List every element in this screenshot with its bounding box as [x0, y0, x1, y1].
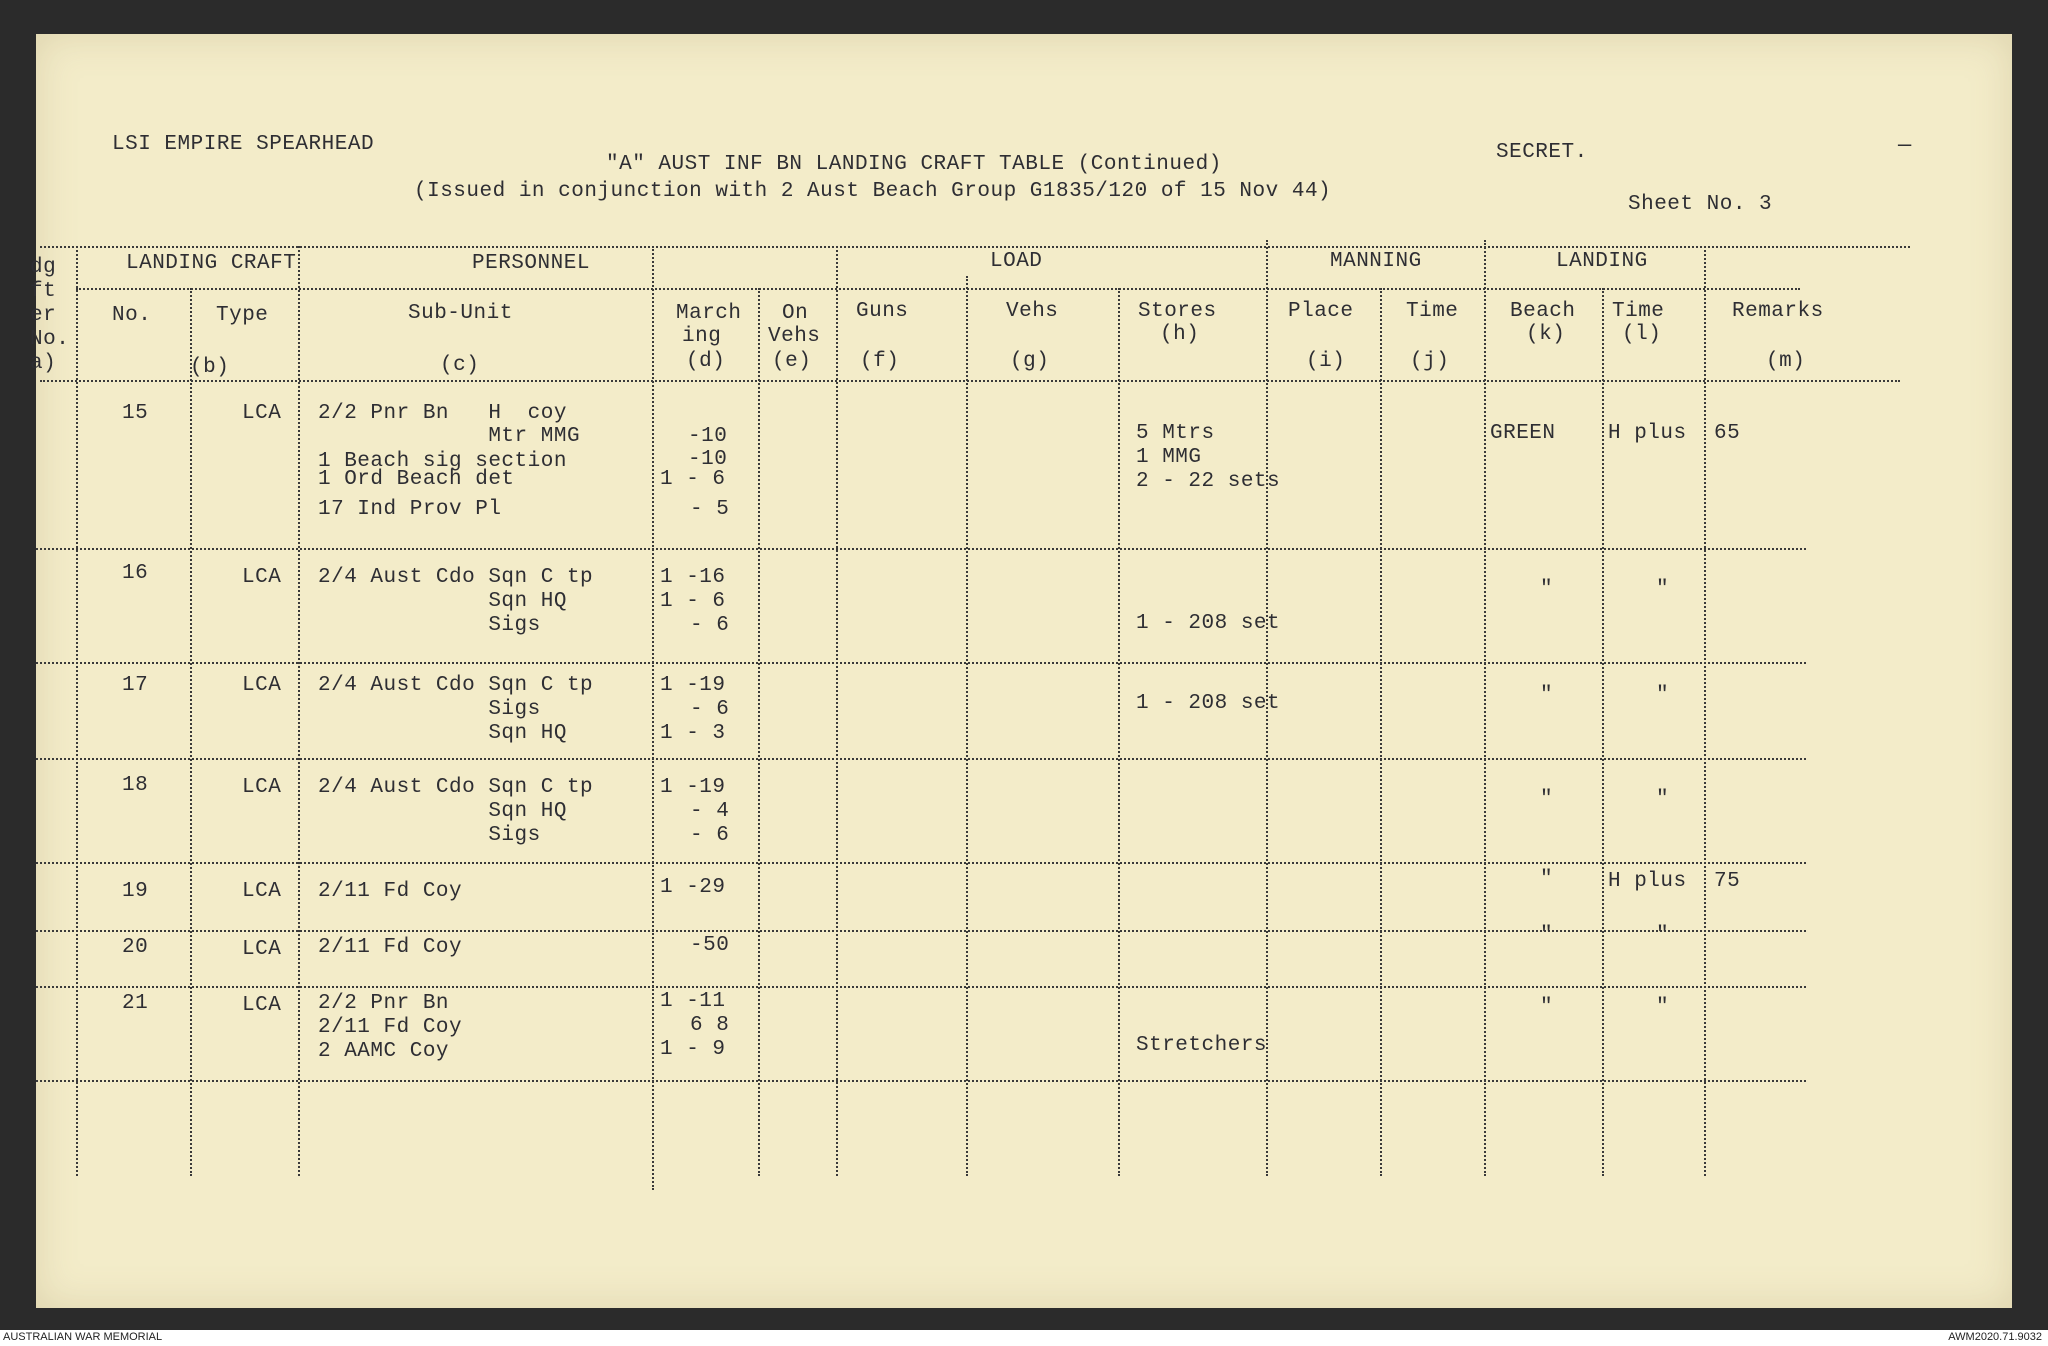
row-15-march-3: 1 - 6 — [660, 468, 726, 491]
row-15-stores-1: 5 Mtrs — [1136, 422, 1215, 445]
row-21-sub-2: 2/11 Fd Coy — [318, 1016, 463, 1039]
row-17-sub-3: Sqn HQ — [318, 722, 567, 745]
serial-header-1: dg — [30, 256, 57, 279]
row-20-no: 20 — [122, 936, 149, 959]
row-15-remarks: 65 — [1714, 422, 1741, 445]
row-17-sub-1: 2/4 Aust Cdo Sqn C tp — [318, 674, 594, 697]
row-19-beach: " — [1540, 868, 1554, 891]
row-21-time: " — [1656, 996, 1670, 1019]
group-landing: LANDING — [1556, 250, 1648, 273]
header-stores: Stores — [1138, 300, 1217, 323]
row-16-sub-2: Sqn HQ — [318, 590, 567, 613]
header-remarks-letter: (m) — [1766, 350, 1806, 373]
header-onvehs-1: On — [782, 302, 809, 325]
header-beach: Beach — [1510, 300, 1576, 323]
header-time-l-letter: (l) — [1622, 323, 1662, 346]
document-subtitle: (Issued in conjunction with 2 Aust Beach Group G1835/120 of 15 Nov 44) — [414, 180, 1332, 203]
header-subunit: Sub-Unit — [408, 302, 513, 325]
row-18-time: " — [1656, 788, 1670, 811]
serial-header-5: a) — [30, 352, 57, 375]
grid-horizontal-line — [36, 758, 1806, 760]
row-15-stores-2: 1 MMG — [1136, 446, 1202, 469]
row-15-beach: GREEN — [1490, 422, 1556, 445]
row-20-sub-1: 2/11 Fd Coy — [318, 936, 463, 959]
grid-vertical-line — [1704, 246, 1706, 1176]
grid-horizontal-line — [36, 548, 1806, 550]
row-15-sub-1: 2/2 Pnr Bn H coy — [318, 402, 567, 425]
row-18-no: 18 — [122, 774, 149, 797]
header-time-l: Time — [1612, 300, 1665, 323]
header-remarks: Remarks — [1732, 300, 1824, 323]
row-21-stores-1: Stretchers — [1136, 1034, 1268, 1057]
header-place: Place — [1288, 300, 1354, 323]
row-18-march-1: 1 -19 — [660, 776, 726, 799]
document-sheet — [36, 34, 2012, 1308]
header-marching-1: March — [676, 302, 742, 325]
header-vehs-letter: (g) — [1010, 350, 1050, 373]
row-17-stores-1: 1 - 208 set — [1136, 692, 1281, 715]
classification-label: SECRET. — [1496, 141, 1588, 164]
row-15-sub-2: Mtr MMG — [318, 425, 581, 448]
row-19-no: 19 — [122, 880, 149, 903]
row-21-no: 21 — [122, 992, 149, 1015]
header-marching-2: ing — [682, 325, 722, 348]
header-guns-letter: (f) — [860, 350, 900, 373]
row-21-beach: " — [1540, 996, 1554, 1019]
row-15-march-2: -10 — [688, 448, 728, 471]
header-marching-3: (d) — [686, 350, 726, 373]
grid-horizontal-line — [40, 380, 1900, 382]
grid-vertical-line — [1118, 288, 1120, 1176]
header-vehs: Vehs — [1006, 300, 1059, 323]
row-19-time: H plus — [1608, 870, 1687, 893]
sheet-number: Sheet No. 3 — [1628, 193, 1773, 216]
row-16-beach: " — [1540, 578, 1554, 601]
row-17-beach: " — [1540, 684, 1554, 707]
row-19-sub-1: 2/11 Fd Coy — [318, 880, 463, 903]
row-17-sub-2: Sigs — [318, 698, 541, 721]
row-17-no: 17 — [122, 674, 149, 697]
row-18-march-3: - 6 — [690, 824, 730, 847]
group-manning: MANNING — [1330, 250, 1422, 273]
grid-horizontal-line — [76, 288, 1800, 290]
grid-vertical-line — [1602, 288, 1604, 1176]
header-no: No. — [112, 304, 152, 327]
row-17-type: LCA — [242, 674, 282, 697]
row-21-march-1: 1 -11 — [660, 990, 726, 1013]
pen-mark: — — [1898, 133, 1912, 158]
row-15-march-4: - 5 — [690, 498, 730, 521]
row-16-march-2: 1 - 6 — [660, 590, 726, 613]
row-18-beach: " — [1540, 788, 1554, 811]
row-20-time: " — [1656, 924, 1670, 947]
row-16-stores-1: 1 - 208 set — [1136, 612, 1281, 635]
grid-vertical-line — [966, 276, 968, 1176]
row-15-sub-5: 17 Ind Prov Pl — [318, 498, 502, 521]
row-16-no: 16 — [122, 562, 149, 585]
header-onvehs-2: Vehs — [768, 325, 821, 348]
header-guns: Guns — [856, 300, 909, 323]
header-type-letter: (b) — [190, 356, 230, 379]
ship-name: LSI EMPIRE SPEARHEAD — [112, 133, 375, 156]
row-15-sub-3: 1 Beach sig section — [318, 450, 567, 473]
serial-header-4: No. — [30, 328, 70, 351]
row-15-type: LCA — [242, 402, 282, 425]
header-beach-letter: (k) — [1526, 323, 1566, 346]
row-18-march-2: - 4 — [690, 800, 730, 823]
footer-left: AUSTRALIAN WAR MEMORIAL — [3, 1331, 163, 1343]
group-personnel: PERSONNEL — [472, 252, 590, 275]
row-21-sub-1: 2/2 Pnr Bn — [318, 992, 450, 1015]
serial-header-3: er — [30, 304, 57, 327]
group-load: LOAD — [990, 250, 1043, 273]
grid-horizontal-line — [36, 662, 1806, 664]
grid-horizontal-line — [36, 986, 1806, 988]
grid-vertical-line — [836, 246, 838, 1176]
header-onvehs-3: (e) — [772, 350, 812, 373]
row-16-sub-1: 2/4 Aust Cdo Sqn C tp — [318, 566, 594, 589]
row-21-march-2: 6 8 — [690, 1014, 730, 1037]
grid-vertical-line — [1380, 288, 1382, 1176]
archive-footer — [0, 1330, 2048, 1346]
row-15-sub-4: 1 Ord Beach det — [318, 468, 515, 491]
header-subunit-letter: (c) — [440, 354, 480, 377]
row-19-march-1: 1 -29 — [660, 876, 726, 899]
row-20-march-1: -50 — [690, 934, 730, 957]
grid-vertical-line — [298, 246, 300, 1176]
header-time-j: Time — [1406, 300, 1459, 323]
row-20-type: LCA — [242, 938, 282, 961]
row-17-march-2: - 6 — [690, 698, 730, 721]
grid-vertical-line — [76, 246, 78, 1176]
row-20-beach: " — [1540, 924, 1554, 947]
group-landing-craft: LANDING CRAFT — [126, 252, 297, 275]
header-type: Type — [216, 304, 269, 327]
row-16-sub-3: Sigs — [318, 614, 541, 637]
grid-vertical-line — [652, 246, 654, 1190]
row-16-march-3: - 6 — [690, 614, 730, 637]
row-21-sub-3: 2 AAMC Coy — [318, 1040, 450, 1063]
row-18-type: LCA — [242, 776, 282, 799]
row-16-time: " — [1656, 578, 1670, 601]
row-21-march-3: 1 - 9 — [660, 1038, 726, 1061]
row-21-type: LCA — [242, 994, 282, 1017]
row-15-march-1: -10 — [688, 425, 728, 448]
serial-header-2: ft — [30, 280, 57, 303]
row-18-sub-1: 2/4 Aust Cdo Sqn C tp — [318, 776, 594, 799]
grid-horizontal-line — [40, 246, 1910, 248]
row-15-time: H plus — [1608, 422, 1687, 445]
header-time-j-letter: (j) — [1410, 350, 1450, 373]
document-title: "A" AUST INF BN LANDING CRAFT TABLE (Continued) — [606, 153, 1222, 176]
row-16-type: LCA — [242, 566, 282, 589]
header-place-letter: (i) — [1306, 350, 1346, 373]
header-stores-letter: (h) — [1160, 323, 1200, 346]
row-18-sub-3: Sigs — [318, 824, 541, 847]
row-17-march-3: 1 - 3 — [660, 722, 726, 745]
row-15-no: 15 — [122, 402, 149, 425]
grid-vertical-line — [758, 288, 760, 1176]
grid-vertical-line — [190, 288, 192, 1176]
row-17-march-1: 1 -19 — [660, 674, 726, 697]
row-16-march-1: 1 -16 — [660, 566, 726, 589]
row-15-stores-3: 2 - 22 sets — [1136, 470, 1281, 493]
row-17-time: " — [1656, 684, 1670, 707]
row-19-remarks: 75 — [1714, 870, 1741, 893]
grid-horizontal-line — [36, 1080, 1806, 1082]
footer-right: AWM2020.71.9032 — [1948, 1331, 2042, 1343]
grid-horizontal-line — [36, 862, 1806, 864]
row-19-type: LCA — [242, 880, 282, 903]
row-18-sub-2: Sqn HQ — [318, 800, 567, 823]
